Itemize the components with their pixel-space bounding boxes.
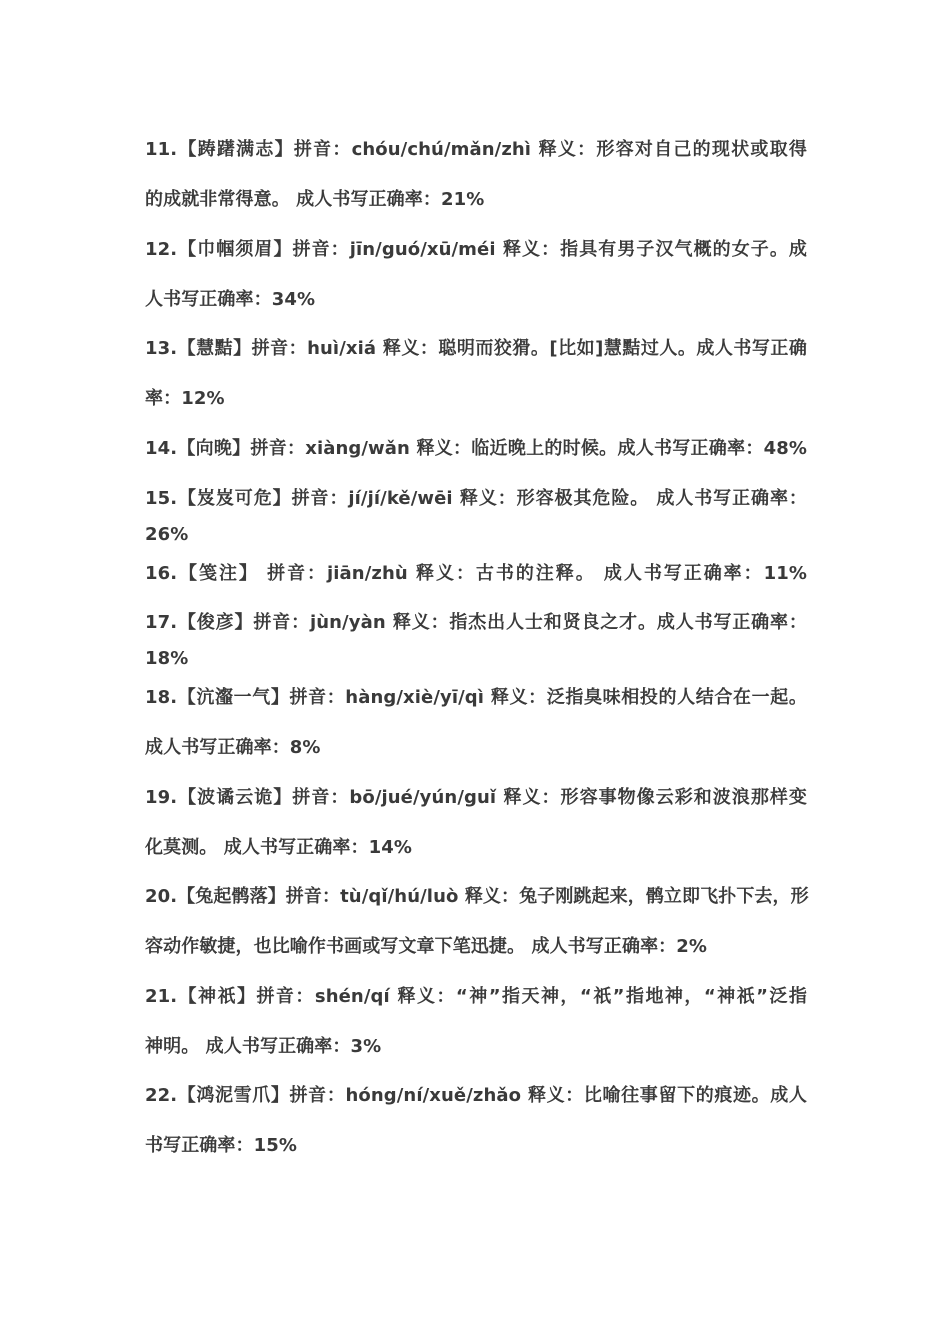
entry-line: 容动作敏捷，也比喻作书画或写文章下笔迅捷。 成人书写正确率：2% [145, 936, 708, 957]
entry-20 [145, 886, 807, 958]
entry-16 [145, 563, 807, 585]
entry-line: 神明。 成人书写正确率：3% [145, 1036, 382, 1057]
entry-12 [145, 239, 807, 311]
entry-line: 书写正确率：15% [145, 1135, 297, 1156]
entry-line: 12.【巾帼须眉】拼音：jīn/guó/xū/méi 释义：指具有男子汉气概的女子。成 [145, 239, 807, 260]
entry-line: 19.【波谲云诡】拼音：bō/jué/yún/guǐ 释义：形容事物像云彩和波浪那样变 [145, 787, 807, 808]
entry-line: 人书写正确率：34% [145, 289, 316, 310]
entry-21 [145, 986, 807, 1058]
entry-line: 17.【俊彦】拼音：jùn/yàn 释义：指杰出人士和贤良之才。成人书写正确率： [145, 612, 807, 633]
entry-line: 22.【鸿泥雪爪】拼音：hóng/ní/xuě/zhǎo 释义：比喻往事留下的痕迹。成人 [145, 1085, 807, 1106]
entry-line: 26% [145, 524, 189, 545]
entry-line: 21.【神祇】拼音：shén/qí 释义：“神”指天神，“祇”指地神，“神祇”泛指 [145, 986, 807, 1007]
entry-line: 13.【慧黠】拼音：huì/xiá 释义：聪明而狡猾。[比如]慧黠过人。成人书写正确 [145, 338, 807, 359]
entry-22 [145, 1085, 807, 1157]
entry-line: 18.【沆瀣一气】拼音：hàng/xiè/yī/qì 释义：泛指臭味相投的人结合在一起。 [145, 687, 807, 708]
entry-line: 11.【踌躇满志】拼音：chóu/chú/mǎn/zhì 释义：形容对自己的现状或取得 [145, 139, 807, 160]
entry-line: 18% [145, 648, 189, 669]
entry-line: 化莫测。 成人书写正确率：14% [145, 837, 412, 858]
entry-line: 20.【兔起鹘落】拼音：tù/qǐ/hú/luò 释义：兔子刚跳起来，鹘立即飞扑下去，形 [145, 886, 809, 907]
entry-15 [145, 488, 807, 546]
entry-line: 15.【岌岌可危】拼音：jí/jí/kě/wēi 释义：形容极其危险。 成人书写正确率： [145, 488, 807, 509]
entry-18 [145, 687, 807, 759]
entry-line: 率：12% [145, 388, 225, 409]
entry-14 [145, 438, 807, 460]
entry-line: 的成就非常得意。 成人书写正确率：21% [145, 189, 485, 210]
entry-13 [145, 338, 807, 410]
entry-line: 成人书写正确率：8% [145, 737, 321, 758]
entry-19 [145, 787, 807, 859]
entry-line: 16.【笺注】 拼音：jiān/zhù 释义：古书的注释。 成人书写正确率：11% [145, 563, 807, 584]
entry-line: 14.【向晚】拼音：xiàng/wǎn 释义：临近晚上的时候。成人书写正确率：48% [145, 438, 807, 459]
entry-11 [145, 139, 807, 211]
entry-17 [145, 612, 807, 670]
